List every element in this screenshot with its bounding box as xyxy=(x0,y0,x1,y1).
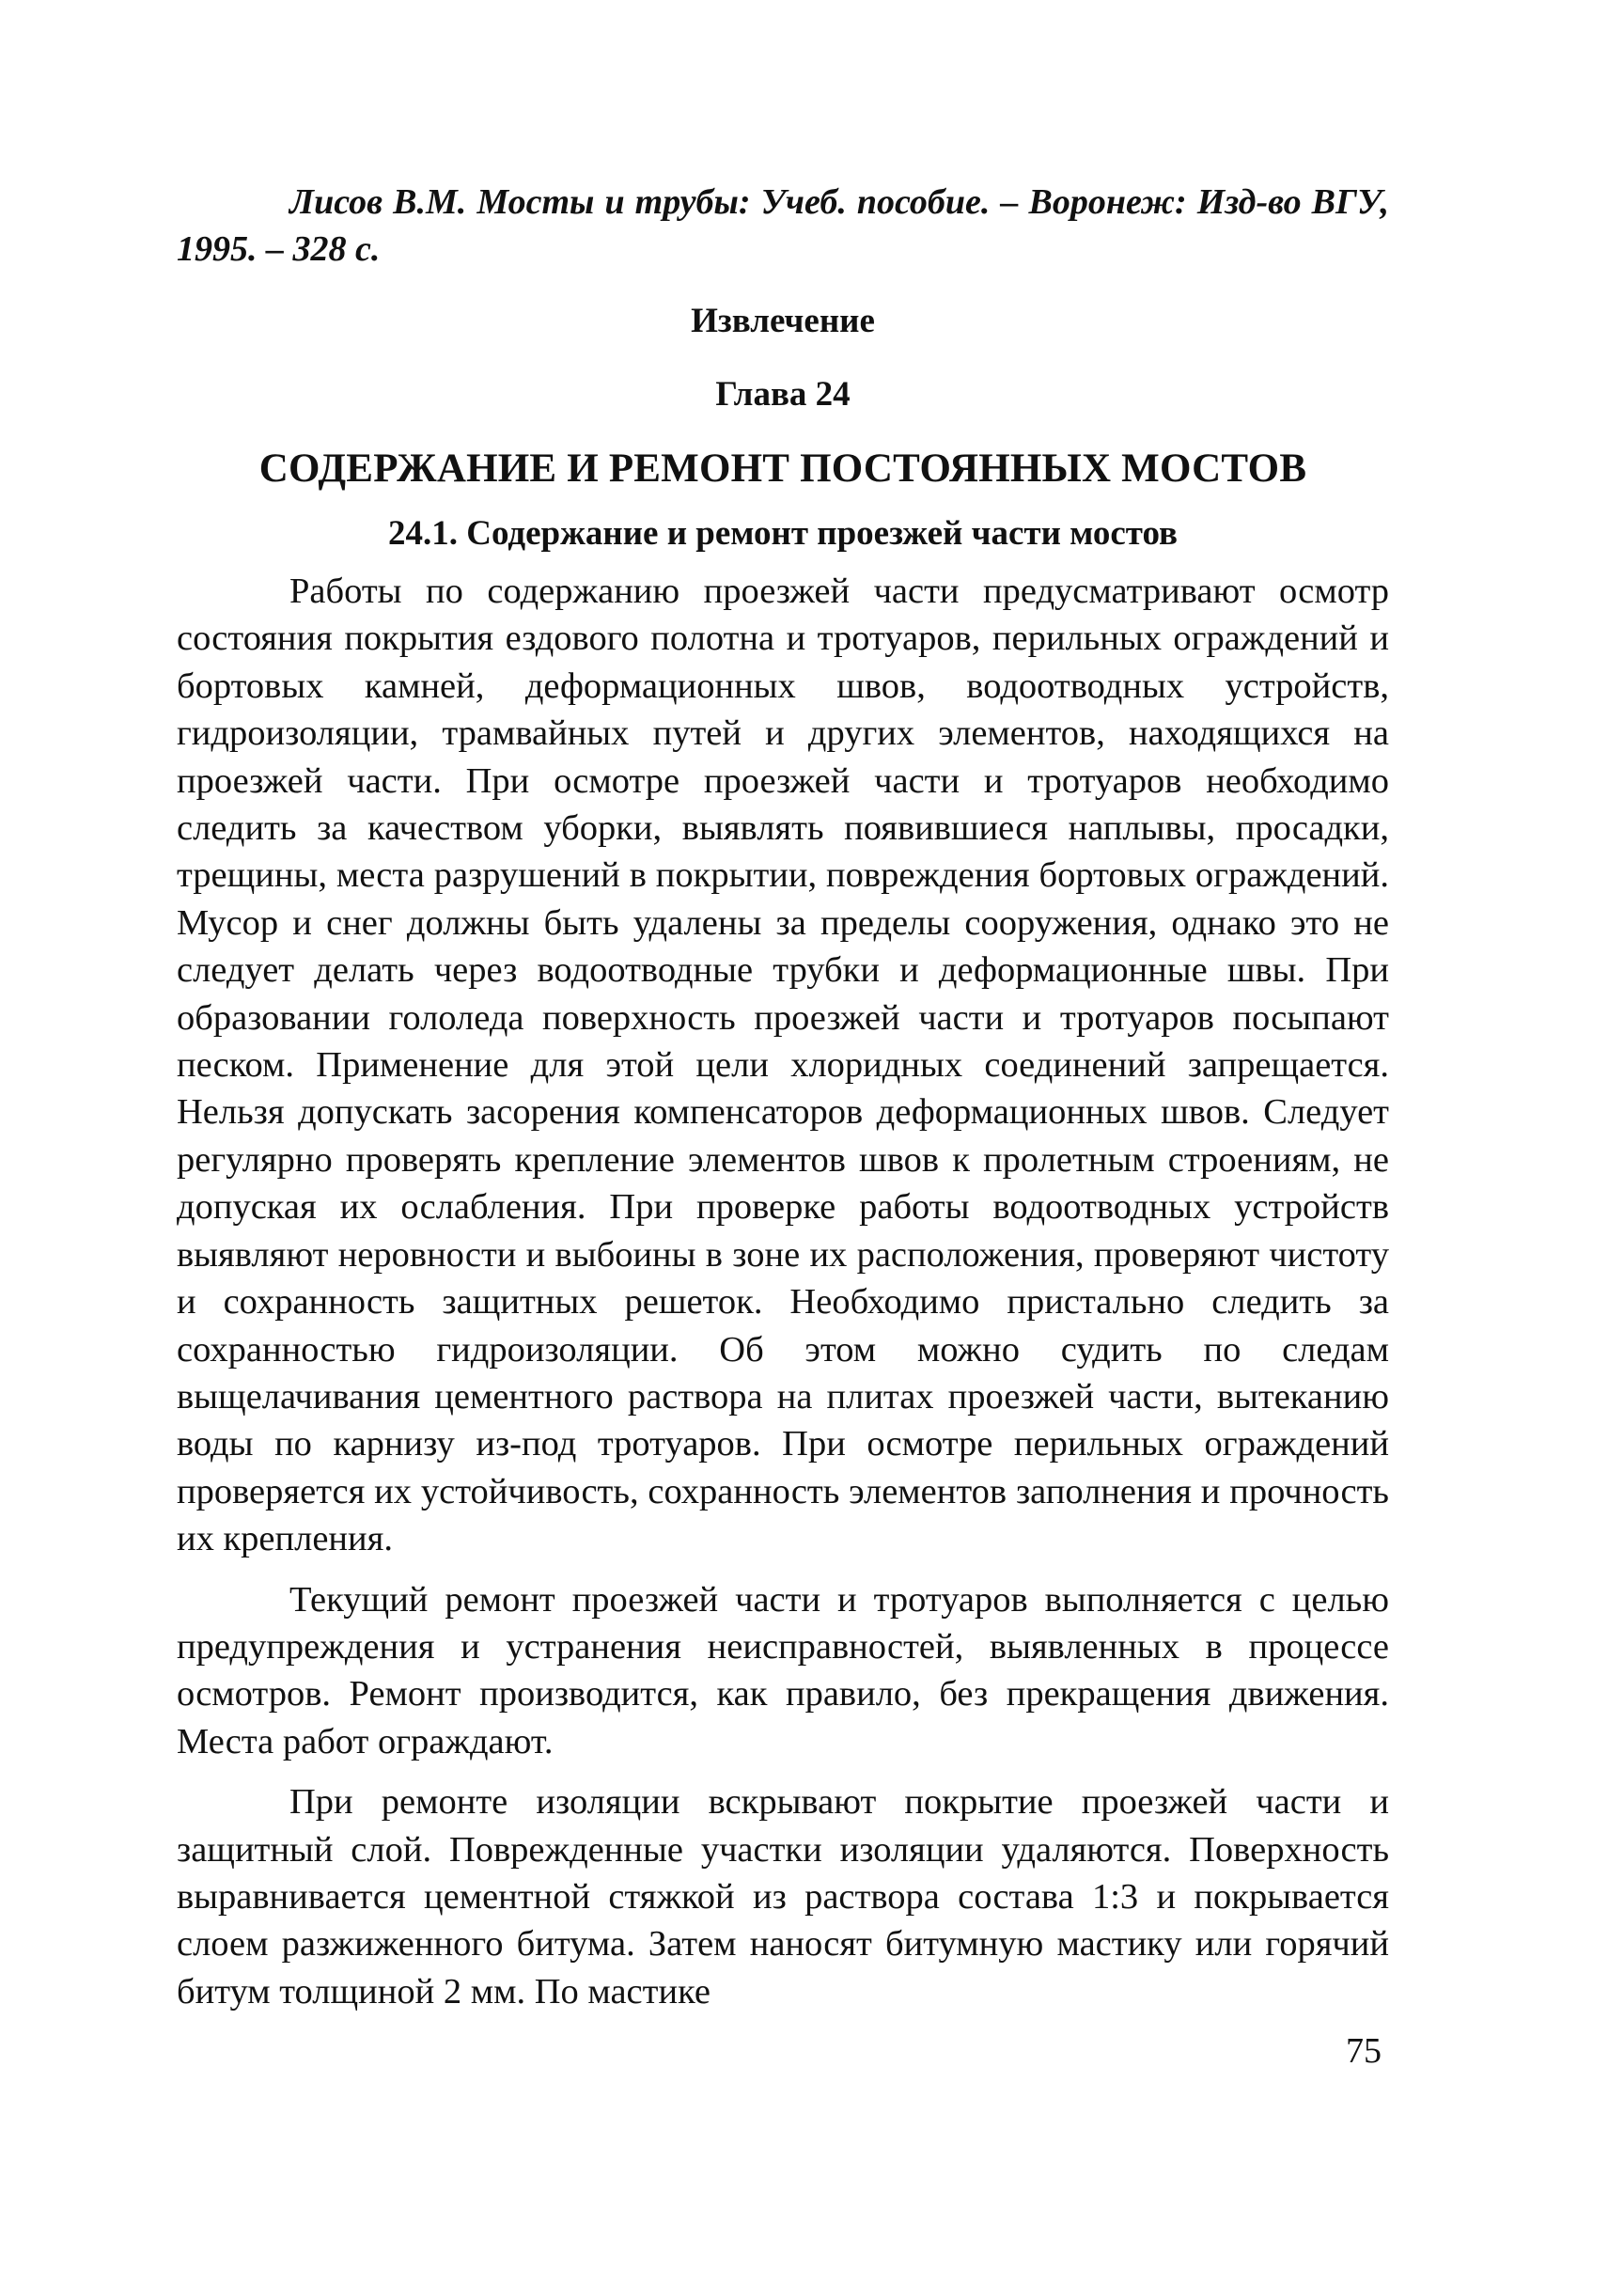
bibliographic-citation: Лисов В.М. Мосты и трубы: Учеб. пособие. – Воронеж: Изд-во ВГУ, 1995. – 328 с. xyxy=(177,182,1389,269)
extract-label: Извлечение xyxy=(691,302,875,340)
document-page xyxy=(177,179,1389,2015)
section-title: 24.1. Содержание и ремонт проезжей части мостов xyxy=(387,514,1179,553)
body-text xyxy=(177,568,1389,2015)
paragraph-1: Работы по содержанию проезжей части предусматривают осмотр состояния покрытия ездового полотна и тротуаров, перильных ограждений и бортовых камней, деформационных швов, водоотводных устройств, гидроизоляции, трамвайных путей и других элементов, находящихся на проезжей части. При осмотре проезжей части и тротуаров необходимо следить за качеством уборки, выявлять появившиеся наплывы, просадки, трещины, места разрушений в покрытии, повреждения бортовых ограждений. Мусор и снег должны быть удалены за пределы сооружения, однако это не следует делать через водоотводные трубки и деформационные швы. При образовании гололеда поверхность проезжей части и тротуаров посыпают песком. Применение для этой цели хлоридных соединений запрещается. Нельзя допускать засорения компенсаторов деформационных швов. Следует регулярно проверять крепление элементов швов к пролетным строениям, не допуская их ослабления. При проверке работы водоотводных устройств выявляют неровности и выбоины в зоне их расположения, проверяют чистоту и сохранность защитных решеток. Необходимо пристально следить за сохранностью гидроизоляции. Об этом можно судить по следам выщелачивания цементного раствора на плитах проезжей части, вытеканию воды по карнизу из-под тротуаров. При осмотре перильных ограждений проверяется их устойчивость, сохранность элементов заполнения и прочность их крепления. xyxy=(177,571,1389,1559)
paragraph-3: При ремонте изоляции вскрывают покрытие проезжей части и защитный слой. Поврежденные участки изоляции удаляются. Поверхность выравнивается цементной стяжкой из раствора состава 1:3 и покрывается слоем разжиженного битума. Затем наносят битумную мастику или горячий битум толщиной 2 мм. По мастике xyxy=(177,1782,1389,2012)
paragraph-2: Текущий ремонт проезжей части и тротуаров выполняется с целью предупреждения и устранения неисправностей, выявленных в процессе осмотров. Ремонт производится, как правило, без прекращения движения. Места работ ограждают. xyxy=(177,1579,1389,1761)
chapter-label: Глава 24 xyxy=(715,375,851,414)
chapter-title: СОДЕРЖАНИЕ И РЕМОНТ ПОСТОЯННЫХ МОСТОВ xyxy=(258,446,1307,491)
page-number: 75 xyxy=(1346,2031,1382,2071)
